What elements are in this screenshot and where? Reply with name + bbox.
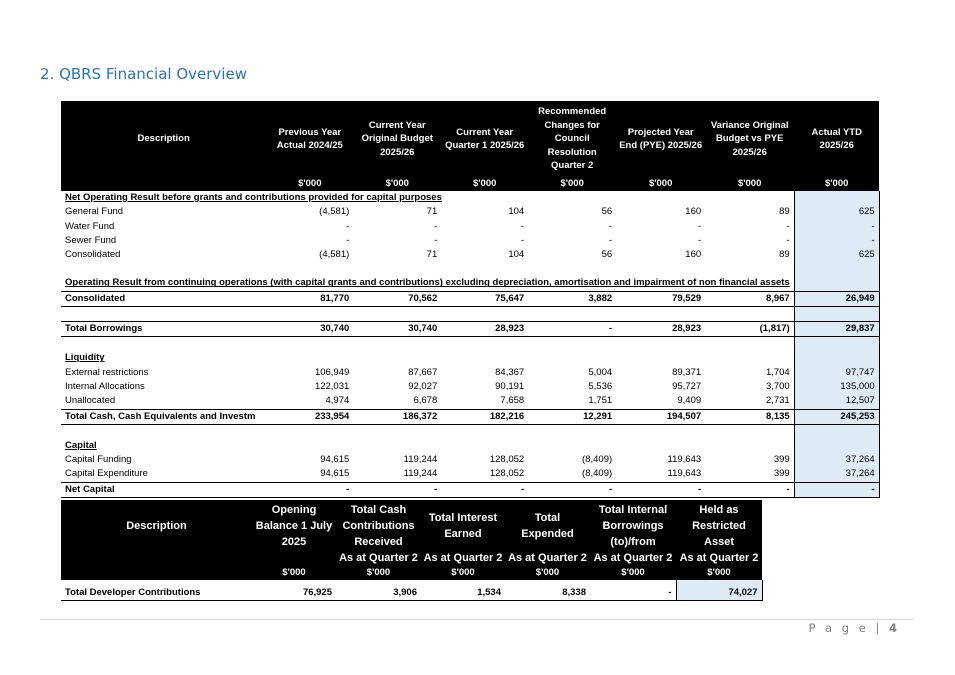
ytd-spacer-cell bbox=[794, 307, 879, 322]
value-cell: 6,678 bbox=[413, 395, 438, 407]
unit-label: $'000 bbox=[616, 177, 705, 191]
value-cell: 122,031 bbox=[314, 380, 350, 392]
value-cell: 37,264 bbox=[794, 467, 879, 482]
footer-divider bbox=[40, 619, 915, 620]
value-cell: 30,740 bbox=[353, 322, 441, 337]
value-cell: 119,643 bbox=[667, 454, 702, 466]
value-cell: 28,923 bbox=[616, 322, 705, 337]
value-cell: 29,837 bbox=[794, 322, 879, 337]
value-cell: 26,949 bbox=[794, 291, 879, 306]
column-header: Current Year Original Budget 2025/26 bbox=[353, 101, 441, 177]
value-cell: - bbox=[528, 322, 616, 337]
spacer-cell bbox=[61, 262, 794, 276]
unit-label: $'000 bbox=[266, 177, 353, 191]
table-row bbox=[61, 234, 879, 248]
value-cell: 5,536 bbox=[588, 380, 613, 392]
value-cell: 76,925 bbox=[252, 586, 336, 601]
unit-label: $'000 bbox=[421, 566, 505, 580]
table-row bbox=[61, 394, 879, 409]
value-cell: 70,562 bbox=[353, 291, 441, 306]
section-row bbox=[61, 191, 879, 205]
unit-label: $'000 bbox=[252, 566, 336, 580]
financial-overview-table bbox=[61, 101, 880, 498]
subheader-row bbox=[61, 552, 762, 566]
row-label: Water Fund bbox=[65, 220, 115, 232]
column-header: Previous Year Actual 2024/25 bbox=[266, 101, 353, 177]
value-cell: - bbox=[441, 482, 528, 497]
value-cell: 245,253 bbox=[794, 409, 879, 424]
value-cell: 89 bbox=[779, 249, 790, 261]
value-cell: 3,700 bbox=[765, 380, 790, 392]
value-cell: (8,409) bbox=[582, 468, 613, 480]
value-cell: 8,967 bbox=[705, 291, 794, 306]
value-cell: (1,817) bbox=[705, 322, 794, 337]
column-header: Total Internal Borrowings (to)/from bbox=[590, 500, 676, 552]
units-row bbox=[61, 566, 762, 580]
value-cell: - bbox=[697, 220, 702, 232]
value-cell: 182,216 bbox=[441, 409, 528, 424]
ytd-spacer-cell bbox=[794, 262, 879, 276]
value-cell: - bbox=[794, 482, 879, 497]
value-cell: 104 bbox=[508, 206, 525, 218]
unit-label: $'000 bbox=[705, 177, 794, 191]
value-cell: - bbox=[434, 234, 438, 246]
column-header: Total Expended bbox=[505, 500, 590, 552]
section-row bbox=[61, 351, 879, 365]
section-label-cell bbox=[61, 276, 794, 291]
value-cell: 1,534 bbox=[421, 586, 505, 601]
value-cell: 56 bbox=[601, 249, 613, 261]
value-cell: 1,704 bbox=[765, 366, 790, 378]
row-label: Unallocated bbox=[65, 395, 116, 407]
value-cell: - bbox=[590, 586, 676, 601]
unit-label: $'000 bbox=[336, 566, 421, 580]
value-cell: 81,770 bbox=[266, 291, 353, 306]
value-cell: 160 bbox=[685, 249, 702, 261]
row-label: Total Borrowings bbox=[61, 322, 266, 337]
column-header: Description bbox=[61, 101, 266, 177]
value-cell: 9,409 bbox=[677, 395, 702, 407]
ytd-spacer-cell bbox=[794, 439, 879, 453]
value-cell: - bbox=[434, 220, 438, 232]
value-cell: 75,647 bbox=[441, 291, 528, 306]
value-cell: - bbox=[266, 482, 353, 497]
section-label: Liquidity bbox=[65, 352, 105, 364]
units-row bbox=[61, 177, 879, 191]
value-cell: 87,667 bbox=[408, 366, 438, 378]
table-row bbox=[61, 380, 879, 394]
value-cell: 119,244 bbox=[403, 454, 438, 466]
table-header-row bbox=[61, 500, 762, 552]
column-header: Current Year Quarter 1 2025/26 bbox=[441, 101, 528, 177]
ytd-spacer-cell bbox=[794, 276, 879, 291]
value-cell: 71 bbox=[426, 206, 438, 218]
ytd-spacer-cell bbox=[794, 191, 879, 205]
table-row bbox=[61, 453, 879, 467]
value-cell: 5,004 bbox=[588, 366, 613, 378]
column-header: Variance Original Budget vs PYE 2025/26 bbox=[705, 101, 794, 177]
column-subheader: As at Quarter 2 bbox=[336, 552, 421, 566]
value-cell: 94,615 bbox=[320, 468, 350, 480]
value-cell: 79,529 bbox=[616, 291, 705, 306]
section-label-cell bbox=[61, 191, 794, 205]
value-cell: 4,974 bbox=[325, 395, 350, 407]
value-cell: 8,135 bbox=[705, 409, 794, 424]
table-row bbox=[61, 205, 879, 219]
section-label: Operating Result from continuing operations (with capital grants and contributions) excluding depreciation, amortisation and impairment of non financial assets bbox=[65, 277, 790, 289]
table-row bbox=[61, 291, 879, 306]
row-label: Sewer Fund bbox=[65, 234, 117, 246]
value-cell: - bbox=[786, 234, 790, 246]
value-cell: 399 bbox=[773, 454, 790, 466]
row-label: Total Cash, Cash Equivalents and Investm bbox=[61, 409, 266, 424]
value-cell: 56 bbox=[601, 206, 613, 218]
value-cell: 30,740 bbox=[266, 322, 353, 337]
page-footer bbox=[808, 621, 900, 635]
column-subheader bbox=[61, 552, 252, 566]
spacer-row bbox=[61, 262, 879, 276]
value-cell: 3,882 bbox=[528, 291, 616, 306]
column-subheader: As at Quarter 2 bbox=[421, 552, 505, 566]
page-number: 4 bbox=[888, 621, 900, 635]
row-label: External restrictions bbox=[65, 366, 149, 378]
table-row bbox=[61, 409, 879, 424]
page-separator: | bbox=[875, 621, 883, 635]
value-cell: - bbox=[616, 482, 705, 497]
section-row bbox=[61, 439, 879, 453]
column-header: Total Cash Contributions Received bbox=[336, 500, 421, 552]
column-header: Opening Balance 1 July 2025 bbox=[252, 500, 336, 552]
value-cell: 119,643 bbox=[667, 468, 702, 480]
value-cell: 186,372 bbox=[353, 409, 441, 424]
unit-label bbox=[61, 177, 266, 191]
value-cell: (4,581) bbox=[319, 249, 350, 261]
value-cell: (8,409) bbox=[582, 454, 613, 466]
table-header-row bbox=[61, 101, 879, 177]
row-label: Capital Funding bbox=[65, 454, 132, 466]
row-label: General Fund bbox=[65, 206, 124, 218]
value-cell: 625 bbox=[794, 248, 879, 262]
unit-label: $'000 bbox=[794, 177, 879, 191]
ytd-spacer-cell bbox=[794, 337, 879, 352]
value-cell: 84,367 bbox=[495, 366, 525, 378]
value-cell: 104 bbox=[508, 249, 525, 261]
column-header: Recommended Changes for Council Resolution Quarter 2 bbox=[528, 101, 616, 177]
value-cell: 160 bbox=[685, 206, 702, 218]
row-label: Consolidated bbox=[61, 291, 266, 306]
value-cell: - bbox=[521, 234, 525, 246]
unit-label: $'000 bbox=[676, 566, 762, 580]
value-cell: 128,052 bbox=[489, 468, 525, 480]
row-label: Consolidated bbox=[65, 249, 121, 261]
unit-label: $'000 bbox=[441, 177, 528, 191]
value-cell: 89 bbox=[779, 206, 790, 218]
value-cell: 119,244 bbox=[403, 468, 438, 480]
section-heading: 2. QBRS Financial Overview bbox=[40, 65, 247, 83]
column-subheader bbox=[252, 552, 336, 566]
section-row bbox=[61, 276, 879, 291]
table-row bbox=[61, 248, 879, 262]
value-cell: 128,052 bbox=[489, 454, 525, 466]
value-cell: 625 bbox=[794, 205, 879, 219]
spacer-cell bbox=[61, 307, 794, 322]
unit-label: $'000 bbox=[353, 177, 441, 191]
unit-label bbox=[61, 566, 252, 580]
table-row bbox=[61, 322, 879, 337]
value-cell: - bbox=[608, 234, 613, 246]
value-cell: - bbox=[794, 220, 879, 234]
column-header: Total Interest Earned bbox=[421, 500, 505, 552]
section-label: Net Operating Result before grants and contributions provided for capital purposes bbox=[65, 192, 442, 203]
column-subheader: As at Quarter 2 bbox=[590, 552, 676, 566]
value-cell: - bbox=[705, 482, 794, 497]
value-cell: - bbox=[697, 234, 702, 246]
value-cell: 37,264 bbox=[794, 453, 879, 467]
row-label: Total Developer Contributions bbox=[61, 586, 252, 601]
column-header: Projected Year End (PYE) 2025/26 bbox=[616, 101, 705, 177]
value-cell: 89,371 bbox=[672, 366, 702, 378]
column-header: Actual YTD 2025/26 bbox=[794, 101, 879, 177]
table-row bbox=[61, 482, 879, 497]
value-cell: 92,027 bbox=[408, 380, 438, 392]
value-cell: 106,949 bbox=[314, 366, 350, 378]
value-cell: 3,906 bbox=[336, 586, 421, 601]
value-cell: - bbox=[528, 482, 616, 497]
row-label: Internal Allocations bbox=[65, 380, 145, 392]
value-cell: 2,731 bbox=[765, 395, 790, 407]
value-cell: 74,027 bbox=[676, 586, 762, 601]
section-label-cell bbox=[61, 351, 794, 365]
unit-label: $'000 bbox=[528, 177, 616, 191]
table-row bbox=[61, 586, 762, 601]
unit-label: $'000 bbox=[590, 566, 676, 580]
column-subheader: As at Quarter 2 bbox=[505, 552, 590, 566]
column-subheader: As at Quarter 2 bbox=[676, 552, 762, 566]
value-cell: 90,191 bbox=[495, 380, 525, 392]
table-row bbox=[61, 467, 879, 482]
spacer-row bbox=[61, 424, 879, 439]
spacer-row bbox=[61, 337, 879, 352]
value-cell: 12,291 bbox=[528, 409, 616, 424]
value-cell: - bbox=[353, 482, 441, 497]
row-label: Net Capital bbox=[61, 482, 266, 497]
value-cell: 12,507 bbox=[794, 394, 879, 409]
section-label: Capital bbox=[65, 439, 97, 451]
value-cell: - bbox=[346, 234, 350, 246]
page-label: P a g e bbox=[808, 621, 869, 635]
value-cell: 28,923 bbox=[441, 322, 528, 337]
section-label-cell bbox=[61, 439, 794, 453]
value-cell: 94,615 bbox=[320, 454, 350, 466]
value-cell: - bbox=[794, 234, 879, 248]
table-row bbox=[61, 220, 879, 234]
developer-contributions-table bbox=[61, 500, 763, 601]
value-cell: 7,658 bbox=[500, 395, 525, 407]
row-label: Capital Expenditure bbox=[65, 468, 148, 480]
value-cell: 399 bbox=[773, 468, 790, 480]
value-cell: 71 bbox=[426, 249, 438, 261]
value-cell: - bbox=[521, 220, 525, 232]
value-cell: 135,000 bbox=[794, 380, 879, 394]
spacer-cell bbox=[61, 424, 794, 439]
value-cell: (4,581) bbox=[319, 206, 350, 218]
value-cell: - bbox=[608, 220, 613, 232]
value-cell: - bbox=[786, 220, 790, 232]
spacer-cell bbox=[61, 337, 794, 352]
value-cell: 1,751 bbox=[588, 395, 613, 407]
value-cell: 233,954 bbox=[266, 409, 353, 424]
table-row bbox=[61, 366, 879, 380]
ytd-spacer-cell bbox=[794, 351, 879, 365]
value-cell: 194,507 bbox=[616, 409, 705, 424]
value-cell: 95,727 bbox=[672, 380, 702, 392]
value-cell: 97,747 bbox=[794, 366, 879, 380]
unit-label: $'000 bbox=[505, 566, 590, 580]
value-cell: - bbox=[346, 220, 350, 232]
ytd-spacer-cell bbox=[794, 424, 879, 439]
column-header: Description bbox=[61, 500, 252, 552]
spacer-row bbox=[61, 307, 879, 322]
value-cell: 8,338 bbox=[505, 586, 590, 601]
column-header: Held as Restricted Asset bbox=[676, 500, 762, 552]
